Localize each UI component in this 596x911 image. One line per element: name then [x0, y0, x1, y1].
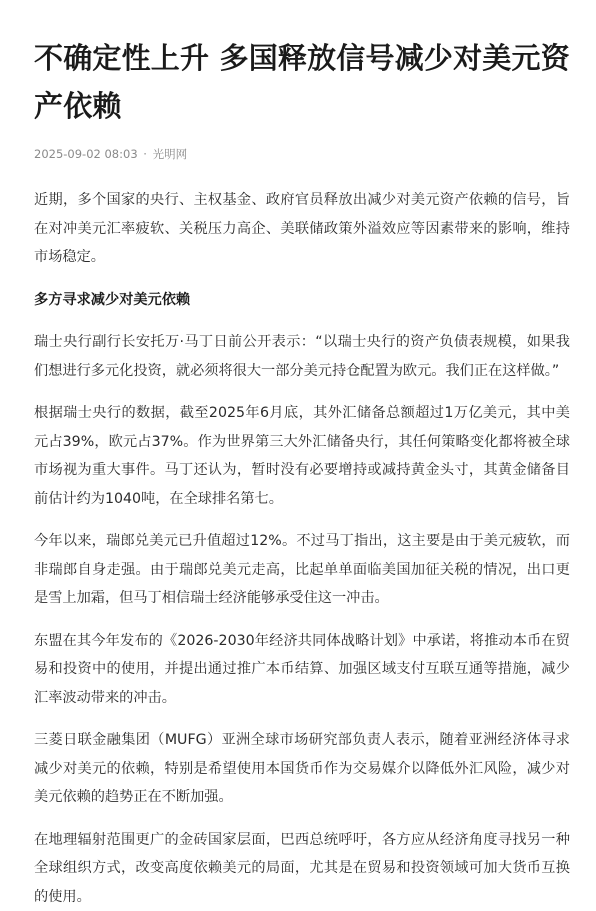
article-title: 不确定性上升 多国释放信号减少对美元资产依赖: [34, 34, 570, 130]
paragraph-intro: 近期，多个国家的央行、主权基金、政府官员释放出减少对美元资产依赖的信号，旨在对冲美元汇率疲软、关税压力高企、美联储政策外溢效应等因素带来的影响，维持市场稳定。: [34, 186, 570, 272]
source-name: 光明网: [153, 147, 188, 161]
paragraph: 三菱日联金融集团（MUFG）亚洲全球市场研究部负责人表示，随着亚洲经济体寻求减少对美元的依赖，特别是希望使用本国货币作为交易媒介以降低外汇风险，减少对美元依赖的趋势正在不断加强。: [34, 726, 570, 812]
paragraph: 东盟在其今年发布的《2026-2030年经济共同体战略计划》中承诺，将推动本币在贸易和投资中的使用，并提出通过推广本币结算、加强区域支付互联互通等措施，减少汇率波动带来的冲击。: [34, 627, 570, 713]
paragraph: 根据瑞士央行的数据，截至2025年6月底，其外汇储备总额超过1万亿美元，其中美元占39%，欧元占37%。作为世界第三大外汇储备央行，其任何策略变化都将被全球市场视为重大事件。马丁还认为，暂时没有必要增持或减持黄金头寸，其黄金储备目前估计约为1040吨，在全球排名第七。: [34, 399, 570, 513]
publish-date: 2025-09-02 08:03: [34, 147, 138, 161]
paragraph: 今年以来，瑞郎兑美元已升值超过12%。不过马丁指出，这主要是由于美元疲软，而非瑞郎自身走强。由于瑞郎兑美元走高，比起单单面临美国加征关税的情况，出口更是雪上加霜，但马丁相信瑞士经济能够承受住这一冲击。: [34, 527, 570, 613]
article-body: [34, 186, 570, 911]
section-heading: 多方寻求减少对美元依赖: [34, 286, 570, 315]
paragraph: 在地理辐射范围更广的金砖国家层面，巴西总统呼吁，各方应从经济角度寻找另一种全球组织方式，改变高度依赖美元的局面，尤其是在贸易和投资领域可加大货币互换的使用。: [34, 826, 570, 911]
article-meta: [34, 146, 570, 162]
meta-separator: ·: [143, 147, 147, 161]
paragraph: 瑞士央行副行长安托万·马丁日前公开表示：“以瑞士央行的资产负债表规模，如果我们想进行多元化投资，就必须将很大一部分美元持仓配置为欧元。我们正在这样做。”: [34, 328, 570, 385]
